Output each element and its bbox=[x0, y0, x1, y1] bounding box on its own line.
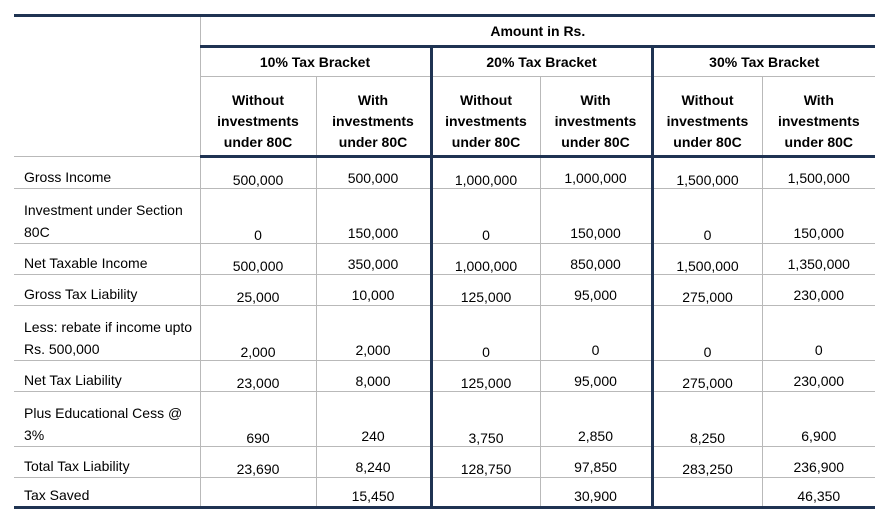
row-label: Less: rebate if income upto Rs. 500,000 bbox=[14, 306, 200, 361]
cell: 2,000 bbox=[316, 306, 431, 361]
header-bracket-row bbox=[14, 47, 875, 77]
col-with-10: With investments under 80C bbox=[316, 77, 431, 157]
cell: 150,000 bbox=[316, 189, 431, 244]
row-label: Net Tax Liability bbox=[14, 361, 200, 392]
cell: 0 bbox=[652, 189, 762, 244]
cell: 1,500,000 bbox=[762, 157, 875, 189]
table-row bbox=[14, 189, 875, 244]
cell: 1,000,000 bbox=[540, 157, 652, 189]
cell: 15,450 bbox=[316, 478, 431, 508]
cell: 8,240 bbox=[316, 447, 431, 478]
cell: 1,000,000 bbox=[431, 157, 540, 189]
col-without-10: Without investments under 80C bbox=[200, 77, 316, 157]
cell: 95,000 bbox=[540, 275, 652, 306]
row-label: Gross Tax Liability bbox=[14, 275, 200, 306]
row-label: Total Tax Liability bbox=[14, 447, 200, 478]
cell: 0 bbox=[762, 306, 875, 361]
row-label: Tax Saved bbox=[14, 478, 200, 508]
cell: 283,250 bbox=[652, 447, 762, 478]
cell: 350,000 bbox=[316, 244, 431, 275]
header-amount-row bbox=[14, 16, 875, 47]
table-row bbox=[14, 157, 875, 189]
cell: 97,850 bbox=[540, 447, 652, 478]
cell bbox=[652, 478, 762, 508]
cell: 23,000 bbox=[200, 361, 316, 392]
cell: 8,250 bbox=[652, 392, 762, 447]
cell: 6,900 bbox=[762, 392, 875, 447]
cell: 2,850 bbox=[540, 392, 652, 447]
cell: 0 bbox=[431, 189, 540, 244]
cell: 230,000 bbox=[762, 361, 875, 392]
cell: 500,000 bbox=[200, 157, 316, 189]
bracket-10-header: 10% Tax Bracket bbox=[200, 47, 431, 77]
cell: 1,500,000 bbox=[652, 157, 762, 189]
col-without-30: Without investments under 80C bbox=[652, 77, 762, 157]
cell: 125,000 bbox=[431, 361, 540, 392]
cell: 95,000 bbox=[540, 361, 652, 392]
cell bbox=[200, 478, 316, 508]
cell: 3,750 bbox=[431, 392, 540, 447]
cell: 0 bbox=[431, 306, 540, 361]
row-label: Gross Income bbox=[14, 157, 200, 189]
table-row bbox=[14, 392, 875, 447]
cell: 10,000 bbox=[316, 275, 431, 306]
header-subcolumn-row bbox=[14, 77, 875, 157]
cell: 30,900 bbox=[540, 478, 652, 508]
row-label: Investment under Section 80C bbox=[14, 189, 200, 244]
row-label: Plus Educational Cess @ 3% bbox=[14, 392, 200, 447]
cell: 240 bbox=[316, 392, 431, 447]
col-with-30: With investments under 80C bbox=[762, 77, 875, 157]
cell: 275,000 bbox=[652, 275, 762, 306]
table-row bbox=[14, 447, 875, 478]
cell: 1,500,000 bbox=[652, 244, 762, 275]
cell: 2,000 bbox=[200, 306, 316, 361]
col-with-20: With investments under 80C bbox=[540, 77, 652, 157]
cell bbox=[431, 478, 540, 508]
amount-header: Amount in Rs. bbox=[200, 16, 875, 47]
cell: 25,000 bbox=[200, 275, 316, 306]
table-row bbox=[14, 275, 875, 306]
cell: 125,000 bbox=[431, 275, 540, 306]
cell: 1,000,000 bbox=[431, 244, 540, 275]
table-row bbox=[14, 478, 875, 508]
cell: 690 bbox=[200, 392, 316, 447]
cell: 0 bbox=[652, 306, 762, 361]
table-row bbox=[14, 361, 875, 392]
cell: 128,750 bbox=[431, 447, 540, 478]
table-row bbox=[14, 244, 875, 275]
row-label: Net Taxable Income bbox=[14, 244, 200, 275]
corner-cell bbox=[14, 16, 200, 47]
cell: 275,000 bbox=[652, 361, 762, 392]
cell: 850,000 bbox=[540, 244, 652, 275]
cell: 150,000 bbox=[762, 189, 875, 244]
cell: 8,000 bbox=[316, 361, 431, 392]
cell: 23,690 bbox=[200, 447, 316, 478]
col-without-20: Without investments under 80C bbox=[431, 77, 540, 157]
cell: 150,000 bbox=[540, 189, 652, 244]
bracket-20-header: 20% Tax Bracket bbox=[431, 47, 652, 77]
cell: 236,900 bbox=[762, 447, 875, 478]
cell: 230,000 bbox=[762, 275, 875, 306]
cell: 500,000 bbox=[316, 157, 431, 189]
cell: 46,350 bbox=[762, 478, 875, 508]
table-row bbox=[14, 306, 875, 361]
cell: 500,000 bbox=[200, 244, 316, 275]
cell: 0 bbox=[200, 189, 316, 244]
bracket-30-header: 30% Tax Bracket bbox=[652, 47, 875, 77]
cell: 1,350,000 bbox=[762, 244, 875, 275]
tax-comparison-table bbox=[14, 14, 875, 509]
cell: 0 bbox=[540, 306, 652, 361]
